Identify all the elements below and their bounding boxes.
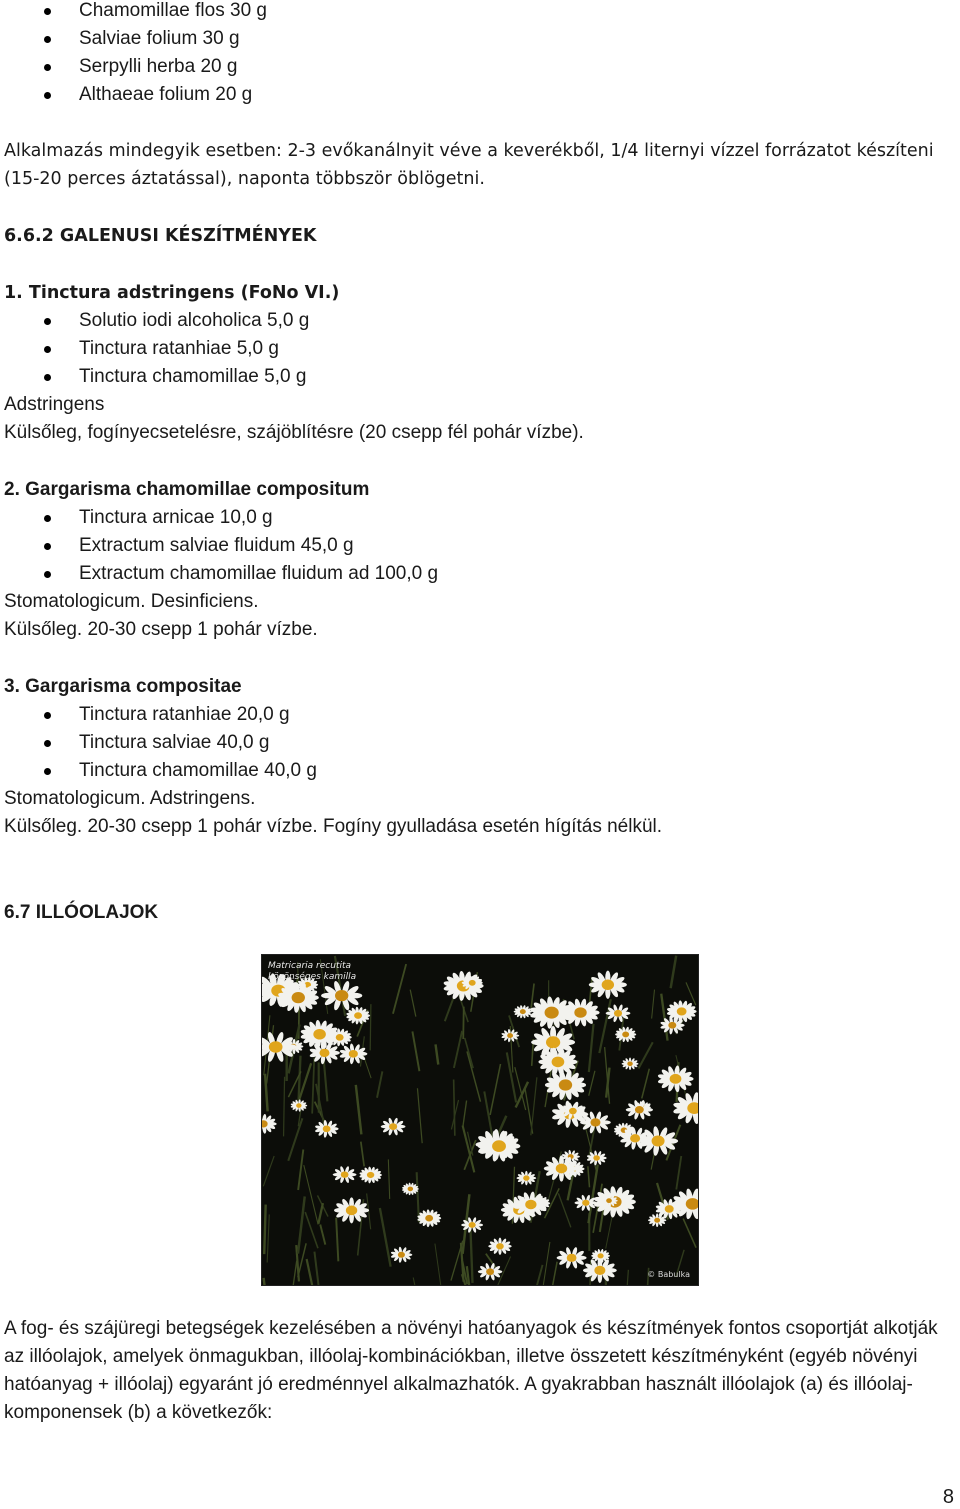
recipe-title: 3. Gargarisma compositae: [4, 676, 242, 697]
list-item: Chamomillae flos 30 g: [0, 0, 900, 25]
photo-copyright: © Babulka: [647, 1270, 690, 1279]
list-item: Extractum salviae fluidum 45,0 g: [0, 532, 900, 560]
recipe-title: 2. Gargarisma chamomillae compositum: [4, 479, 370, 500]
recipe-note: Külsőleg, fogínyecsetelésre, szájöblítésre (20 csepp fél pohár vízbe).: [4, 422, 584, 443]
list-item: Solutio iodi alcoholica 5,0 g: [0, 307, 900, 335]
section-heading-67: 6.7 ILLÓOLAJOK: [4, 902, 159, 923]
caption-species: Matricaria recutita: [268, 961, 352, 971]
chamomile-flowers-image: [262, 955, 698, 1285]
herb-list: [0, 0, 900, 109]
page-number: 8: [942, 1486, 954, 1508]
recipe-note: Stomatologicum. Adstringens.: [4, 788, 256, 809]
list-item: Tinctura ratanhiae 5,0 g: [0, 335, 900, 363]
list-item: Tinctura chamomillae 40,0 g: [0, 757, 900, 785]
ingredient-list: [0, 307, 900, 391]
recipe-title: 1. Tinctura adstringens (FoNo VI.): [4, 283, 340, 303]
usage-paragraph: Alkalmazás mindegyik esetben: 2-3 evőkanálnyit véve a keverékből, 1/4 liternyi vízzel forrázatot készíteni (15-20 perces áztatással), naponta többször öblögetni.: [4, 141, 934, 189]
list-item: Extractum chamomillae fluidum ad 100,0 g: [0, 560, 900, 588]
list-item: Althaeae folium 20 g: [0, 81, 900, 109]
list-item: Tinctura chamomillae 5,0 g: [0, 363, 900, 391]
ingredient-list: [0, 504, 900, 588]
photo-caption: [268, 961, 356, 983]
recipe-note: Külsőleg. 20-30 csepp 1 pohár vízbe.: [4, 619, 318, 640]
essential-oils-paragraph: A fog- és szájüregi betegségek kezelésében a növényi hatóanyagok és készítmények fontos csoportját alkotják az illóolajok, amelyek önmagukban, illóolaj-kombinációkban, illetve összetett készítményként (egyéb növényi hatóanyag + illóolaj) egyaránt jó eredménnyel alkalmazhatók. A gyakrabban használt illóolajok (a) és illóolaj-komponensek (b) a következők:: [4, 1318, 938, 1423]
list-item: Serpylli herba 20 g: [0, 53, 900, 81]
section-heading-662: 6.6.2 GALENUSI KÉSZÍTMÉNYEK: [4, 226, 317, 246]
chamomile-photo: [261, 954, 699, 1286]
recipe-note: Külsőleg. 20-30 csepp 1 pohár vízbe. Fogíny gyulladása esetén hígítás nélkül.: [4, 816, 663, 837]
caption-common-name: közönséges kamilla: [268, 972, 357, 982]
list-item: Tinctura ratanhiae 20,0 g: [0, 701, 900, 729]
recipe-note: Adstringens: [4, 394, 105, 415]
list-item: Salviae folium 30 g: [0, 25, 900, 53]
list-item: Tinctura salviae 40,0 g: [0, 729, 900, 757]
recipe-note: Stomatologicum. Desinficiens.: [4, 591, 259, 612]
list-item: Tinctura arnicae 10,0 g: [0, 504, 900, 532]
ingredient-list: [0, 701, 900, 785]
